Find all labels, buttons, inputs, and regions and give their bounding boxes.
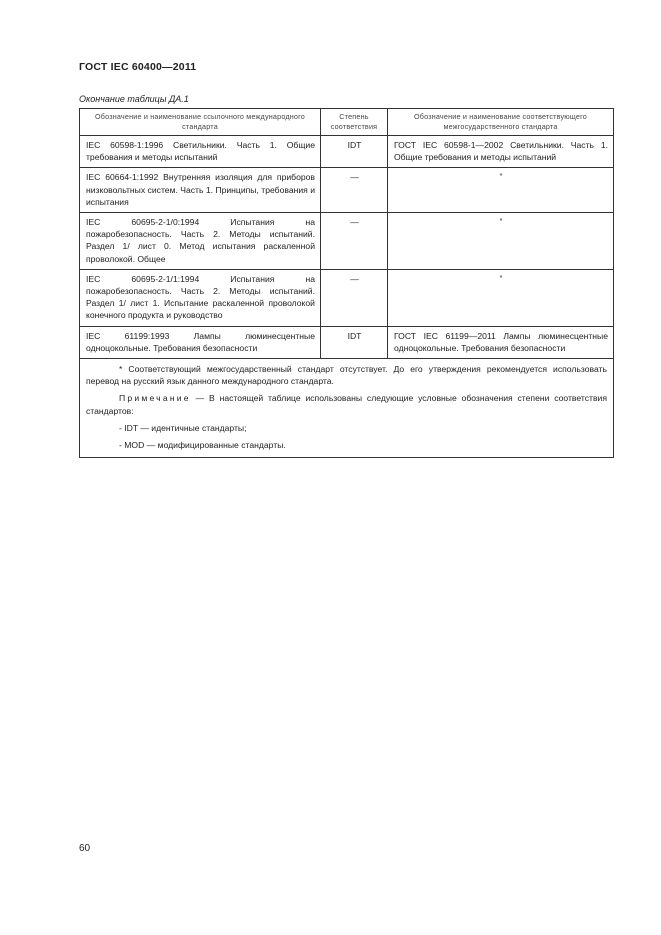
table-header-row <box>80 109 614 136</box>
table-row <box>80 213 614 270</box>
degree-cell: — <box>321 269 388 326</box>
table-row <box>80 269 614 326</box>
table-row <box>80 168 614 213</box>
table-row <box>80 326 614 358</box>
footnote-marker: * <box>499 218 503 226</box>
reference-standards-table <box>79 108 614 458</box>
reference-standard-cell: IEC 60695-2-1/0:1994 Испытания на пожаробезопасность. Часть 2. Методы испытаний. Раздел 1/ лист 0. Метод испытания раскаленной проволокой. Общее <box>80 213 321 270</box>
table-notes-row <box>80 359 614 458</box>
footnote-marker: * <box>499 274 503 282</box>
table-caption: Окончание таблицы ДА.1 <box>79 94 189 104</box>
degree-cell: IDT <box>321 136 388 168</box>
reference-standard-cell: IEC 60664-1:1992 Внутренняя изоляция для приборов низковольтных систем. Часть 1. Принципы, требования и испытания <box>80 168 321 213</box>
table-row <box>80 136 614 168</box>
national-standard-cell: ГОСТ IEC 61199—2011 Лампы люминесцентные одноцокольные. Требования безопасности <box>388 326 614 358</box>
reference-standard-cell: IEC 60695-2-1/1:1994 Испытания на пожаробезопасность. Часть 2. Методы испытаний. Раздел 1/ лист 1. Испытание раскаленной проволокой конечного продукта и руководство <box>80 269 321 326</box>
degree-cell: — <box>321 168 388 213</box>
footnote-text: * Соответствующий межгосударственный стандарт отсутствует. До его утверждения рекомендуется использовать перевод на русский язык данного международного стандарта. <box>86 364 607 387</box>
note-paragraph <box>86 392 607 416</box>
legend-item-mod: - MOD — модифицированные стандарты. <box>119 440 286 451</box>
footnote-marker: * <box>499 173 503 181</box>
document-header: ГОСТ IEC 60400—2011 <box>79 61 197 73</box>
column-header-national: Обозначение и наименование соответствующего межгосударственного стандарта <box>388 109 614 136</box>
table-notes <box>80 359 614 458</box>
legend-item-idt: - IDT — идентичные стандарты; <box>119 422 247 433</box>
national-standard-cell <box>388 168 614 213</box>
national-standard-cell: ГОСТ IEC 60598-1—2002 Светильники. Часть 1. Общие требования и методы испытаний <box>388 136 614 168</box>
reference-standard-cell: IEC 61199:1993 Лампы люминесцентные одноцокольные. Требования безопасности <box>80 326 321 358</box>
degree-cell: IDT <box>321 326 388 358</box>
reference-standard-cell: IEC 60598-1:1996 Светильники. Часть 1. Общие требования и методы испытаний <box>80 136 321 168</box>
column-header-degree: Степень соответствия <box>321 109 388 136</box>
national-standard-cell <box>388 213 614 270</box>
note-text: — В настоящей таблице использованы следующие условные обозначения степени соответствия стандартов: <box>86 393 607 416</box>
note-label: Примечание <box>119 393 191 404</box>
page-number: 60 <box>79 843 91 854</box>
degree-cell: — <box>321 213 388 270</box>
column-header-reference: Обозначение и наименование ссылочного международного стандарта <box>80 109 321 136</box>
national-standard-cell <box>388 269 614 326</box>
